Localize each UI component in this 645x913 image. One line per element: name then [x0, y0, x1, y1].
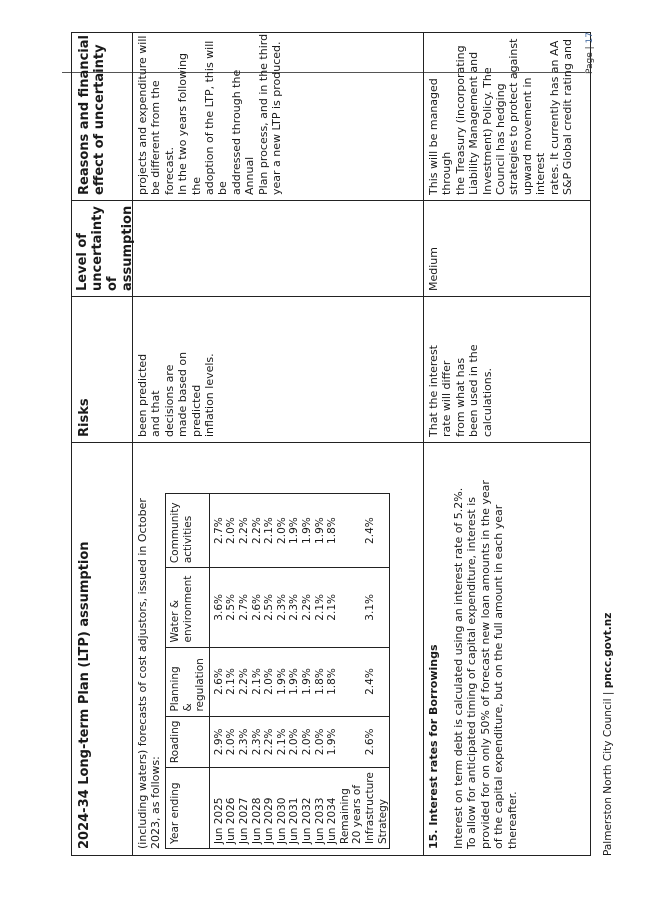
interest-risks: That the interest rate will differ from what has been used in the calculations. — [427, 344, 494, 437]
cost-adjustor-row — [351, 494, 364, 849]
rate-cell: 2.1% — [326, 568, 339, 647]
col-header-water: Water & environment — [166, 568, 210, 647]
rate-cell: 2.4% — [364, 647, 377, 716]
cost-adjustor-row — [364, 494, 377, 849]
cost-adjustor-row — [225, 494, 238, 849]
inflation-risks: been predicted and that decisions are made based on predicted inflation levels. — [136, 351, 217, 437]
footer-org: Palmerston North City Council | pncc.govt.nz — [602, 612, 614, 856]
cost-adjustor-table — [165, 493, 390, 849]
rate-cell: 1.9% — [301, 647, 314, 716]
interest-heading: 15. Interest rates for Borrowings — [427, 644, 440, 849]
cost-adjustor-row — [377, 494, 390, 849]
rate-cell — [339, 494, 352, 568]
header-reasons: Reasons and financial effect of uncertainty — [77, 35, 107, 195]
header-assumption: 2024-34 Long-term Plan (LTP) assumption — [77, 541, 92, 849]
inflation-intro: (including waters) forecasts of cost adjustors, issued in October 2023, as follows: — [136, 498, 163, 849]
header-divider — [132, 33, 133, 855]
inflation-reasons: projects and expenditure will be different from the forecast. In the two years following the adoption of the LTP, this will be addressed through the Annual Plan process, and in the third year a new LTP is produced. — [136, 33, 284, 195]
rate-cell: 2.0% — [225, 716, 238, 768]
rate-cell: 1.9% — [301, 494, 314, 568]
year-cell: Strategy — [377, 768, 390, 849]
col-header-roading: Roading — [166, 716, 210, 768]
cost-adjustor-row — [339, 494, 352, 849]
col-divider-3 — [72, 200, 590, 201]
cost-adjustor-row — [263, 494, 276, 849]
rate-cell: 1.8% — [314, 647, 327, 716]
rate-cell: 2.0% — [314, 716, 327, 768]
rate-cell: 2.2% — [251, 494, 264, 568]
year-cell: Jun 2031 — [288, 768, 301, 849]
rate-cell — [377, 716, 390, 768]
rate-cell: 2.3% — [288, 568, 301, 647]
rate-cell: 2.5% — [263, 568, 276, 647]
rate-cell: 2.3% — [238, 716, 251, 768]
year-cell: Jun 2034 — [326, 768, 339, 849]
rate-cell: 2.6% — [364, 716, 377, 768]
cost-adjustor-row — [288, 494, 301, 849]
rate-cell: 3.6% — [209, 568, 225, 647]
rate-cell: 2.6% — [251, 568, 264, 647]
cost-adjustor-row — [209, 494, 225, 849]
rate-cell — [377, 494, 390, 568]
interest-body: Interest on term debt is calculated using an interest rate of 5.2%. To allow for anticipated timing of capital expenditure, interest is provided for on only 50% of forecast new loan amounts in the year of the capital expenditure, but on the full amount in each year thereafter. — [452, 480, 519, 849]
cost-adjustor-row — [276, 494, 289, 849]
year-cell: Jun 2028 — [251, 768, 264, 849]
rate-cell: 2.2% — [238, 647, 251, 716]
rate-cell: 1.9% — [276, 647, 289, 716]
rate-cell — [377, 647, 390, 716]
rate-cell: 1.9% — [288, 647, 301, 716]
cost-adjustor-row — [326, 494, 339, 849]
cost-adjustor-row — [314, 494, 327, 849]
interest-reasons: This will be managed through the Treasury (incorporating Liability Management and Investment) Policy. The Council has hedging strategies to protect against upward movement in interest rates. It currently has an AA S&P Global credit rating and — [427, 38, 575, 195]
rate-cell: 2.6% — [209, 647, 225, 716]
year-cell: Remaining — [339, 768, 352, 849]
rate-cell: 3.1% — [364, 568, 377, 647]
assumptions-table — [71, 32, 591, 856]
page-number: Page | 17 — [585, 32, 595, 74]
rate-cell: 2.1% — [263, 494, 276, 568]
cost-adjustor-header-row — [166, 494, 210, 849]
rate-cell: 2.2% — [301, 568, 314, 647]
rate-cell: 1.9% — [288, 494, 301, 568]
year-cell: Jun 2033 — [314, 768, 327, 849]
rate-cell — [351, 494, 364, 568]
rate-cell — [339, 647, 352, 716]
year-cell: Jun 2026 — [225, 768, 238, 849]
rate-cell: 2.2% — [238, 494, 251, 568]
header-risks: Risks — [77, 398, 92, 437]
cost-adjustor-row — [238, 494, 251, 849]
rate-cell: 2.1% — [251, 647, 264, 716]
year-cell: Jun 2032 — [301, 768, 314, 849]
rate-cell — [339, 716, 352, 768]
year-cell: Infrastructure — [364, 768, 377, 849]
rate-cell: 1.8% — [326, 494, 339, 568]
rate-cell: 2.9% — [209, 716, 225, 768]
rate-cell — [377, 568, 390, 647]
rate-cell — [351, 716, 364, 768]
col-header-year: Year ending — [166, 768, 210, 849]
row-divider — [423, 33, 424, 855]
rate-cell: 2.1% — [276, 716, 289, 768]
rate-cell: 2.0% — [225, 494, 238, 568]
rate-cell: 2.1% — [314, 568, 327, 647]
rate-cell — [351, 647, 364, 716]
year-cell: 20 years of — [351, 768, 364, 849]
year-cell: Jun 2029 — [263, 768, 276, 849]
rate-cell: 2.0% — [263, 647, 276, 716]
rate-cell: 2.1% — [225, 647, 238, 716]
rate-cell — [339, 568, 352, 647]
rate-cell: 2.5% — [225, 568, 238, 647]
rate-cell: 2.0% — [276, 494, 289, 568]
col-header-community: Community activities — [166, 494, 210, 568]
footer-site: pncc.govt.nz — [602, 612, 614, 689]
rotated-page — [71, 32, 614, 856]
header-level: Level of uncertainty of assumption — [75, 205, 135, 291]
col-header-planning: Planning & regulation — [166, 647, 210, 716]
rate-cell: 1.9% — [326, 716, 339, 768]
year-cell: Jun 2030 — [276, 768, 289, 849]
rate-cell: 2.2% — [263, 716, 276, 768]
year-cell: Jun 2027 — [238, 768, 251, 849]
rate-cell: 2.7% — [209, 494, 225, 568]
rate-cell: 2.0% — [288, 716, 301, 768]
col-divider-1 — [72, 442, 590, 443]
rate-cell: 2.3% — [276, 568, 289, 647]
cost-adjustor-row — [301, 494, 314, 849]
rate-cell: 1.8% — [326, 647, 339, 716]
rate-cell — [351, 568, 364, 647]
rate-cell: 1.9% — [314, 494, 327, 568]
interest-level: Medium — [427, 247, 440, 291]
col-divider-2 — [72, 296, 590, 297]
rate-cell: 2.0% — [301, 716, 314, 768]
rate-cell: 2.3% — [251, 716, 264, 768]
rate-cell: 2.7% — [238, 568, 251, 647]
cost-adjustor-row — [251, 494, 264, 849]
rate-cell: 2.4% — [364, 494, 377, 568]
year-cell: Jun 2025 — [209, 768, 225, 849]
